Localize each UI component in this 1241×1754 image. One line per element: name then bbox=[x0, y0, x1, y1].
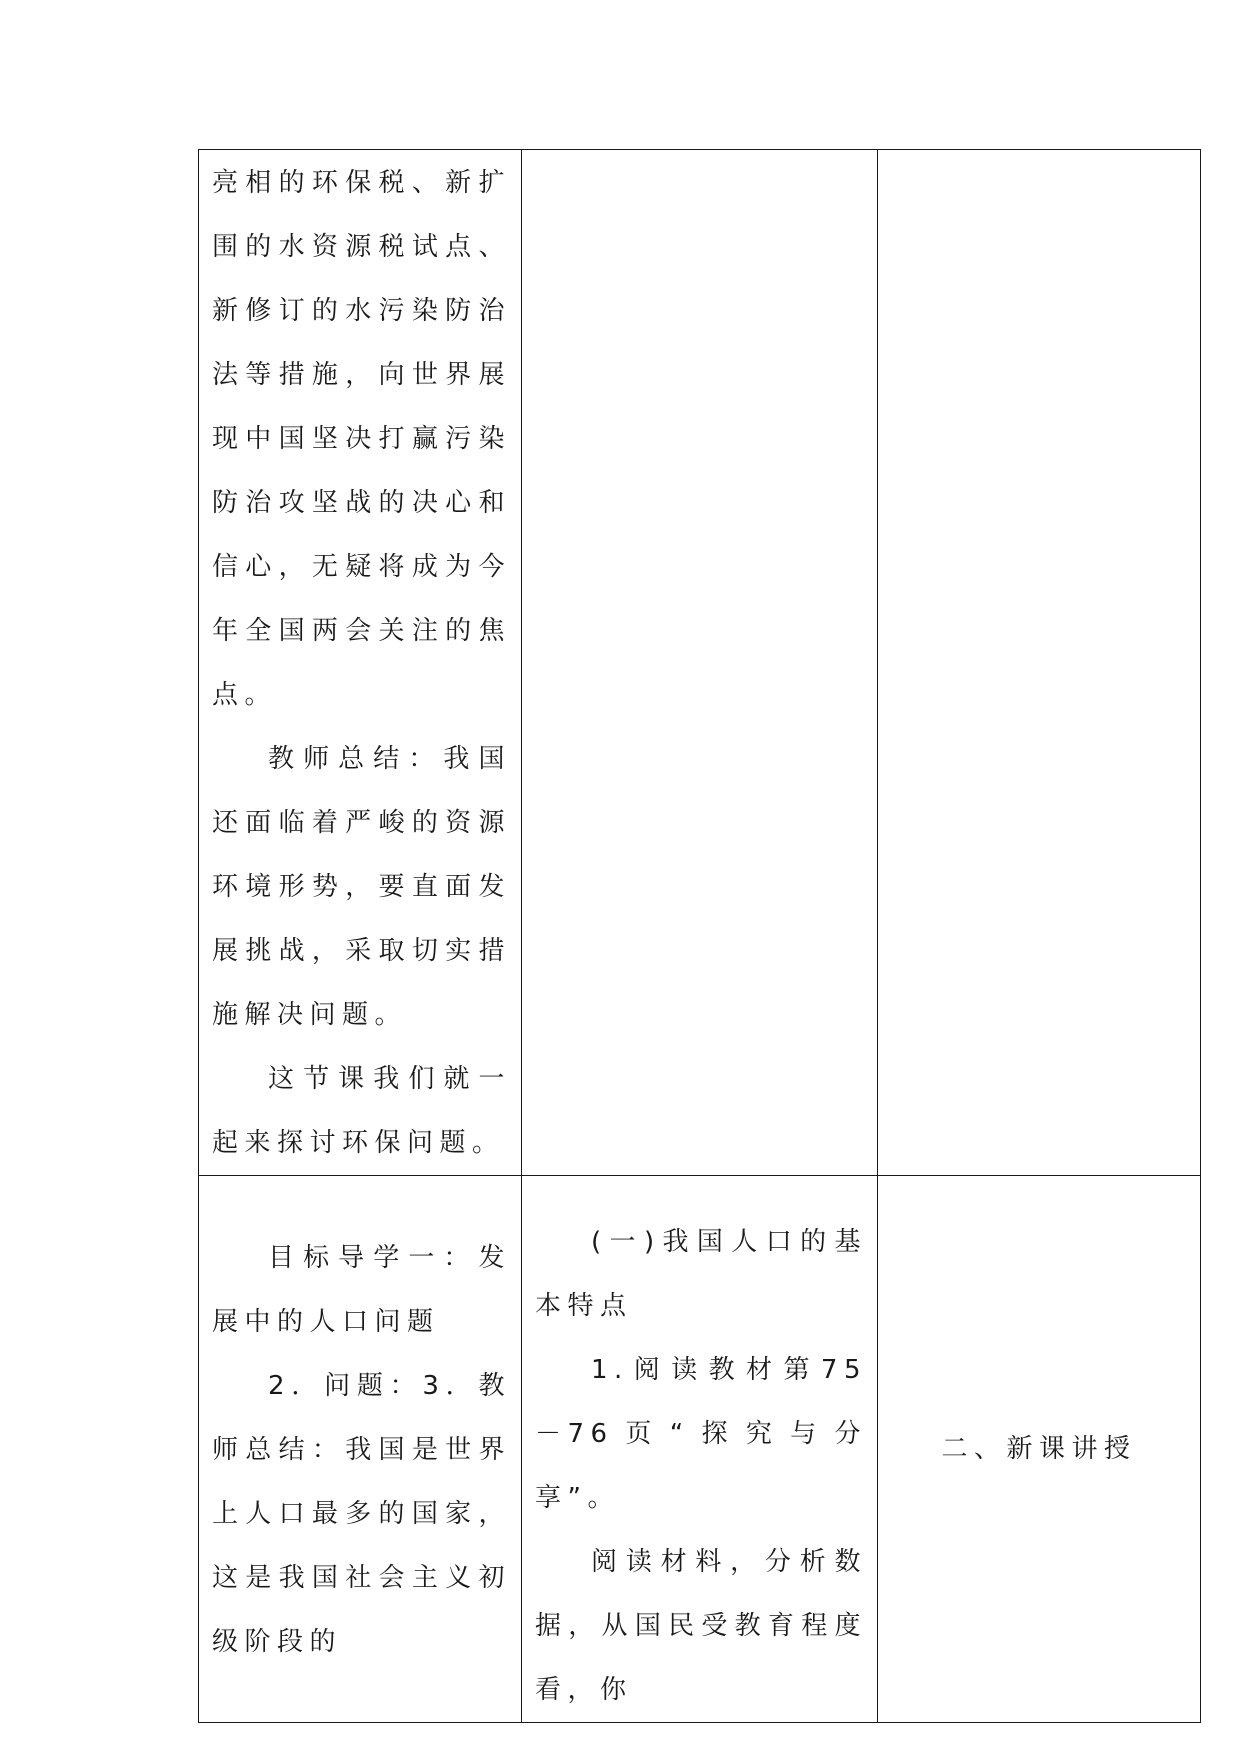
paragraph: 阅读材料，分析数据，从国民受教育程度看，你 bbox=[535, 1547, 867, 1705]
paragraph: 这节课我们就一起来探讨环保问题。 bbox=[212, 1064, 511, 1158]
paragraph: 教师总结：我国还面临着严峻的资源环境形势，要直面发展挑战，采取切实措施解决问题。 bbox=[212, 744, 511, 1030]
empty-cell bbox=[878, 150, 1201, 1176]
content-cell bbox=[199, 150, 522, 1176]
section-label-cell bbox=[878, 1176, 1201, 1723]
paragraph: 2．问题：3．教师总结：我国是世界上人口最多的国家，这是我国社会主义初级阶段的 bbox=[212, 1371, 511, 1657]
paragraph: (一)我国人口的基本特点 bbox=[535, 1227, 867, 1321]
section-label: 二、新课讲授 bbox=[941, 1434, 1137, 1464]
paragraph: 1.阅读教材第75－76页“探究与分享”。 bbox=[535, 1355, 867, 1513]
content-cell bbox=[522, 1176, 878, 1723]
table-row bbox=[199, 1176, 1201, 1723]
lesson-plan-table bbox=[198, 149, 1201, 1723]
paragraph: 目标导学一：发展中的人口问题 bbox=[212, 1243, 511, 1337]
empty-cell bbox=[522, 150, 878, 1176]
content-cell bbox=[199, 1176, 522, 1723]
paragraph: 亮相的环保税、新扩围的水资源税试点、新修订的水污染防治法等措施，向世界展现中国坚决打赢污染防治攻坚战的决心和信心，无疑将成为今年全国两会关注的焦点。 bbox=[212, 168, 511, 710]
table-row bbox=[199, 150, 1201, 1176]
